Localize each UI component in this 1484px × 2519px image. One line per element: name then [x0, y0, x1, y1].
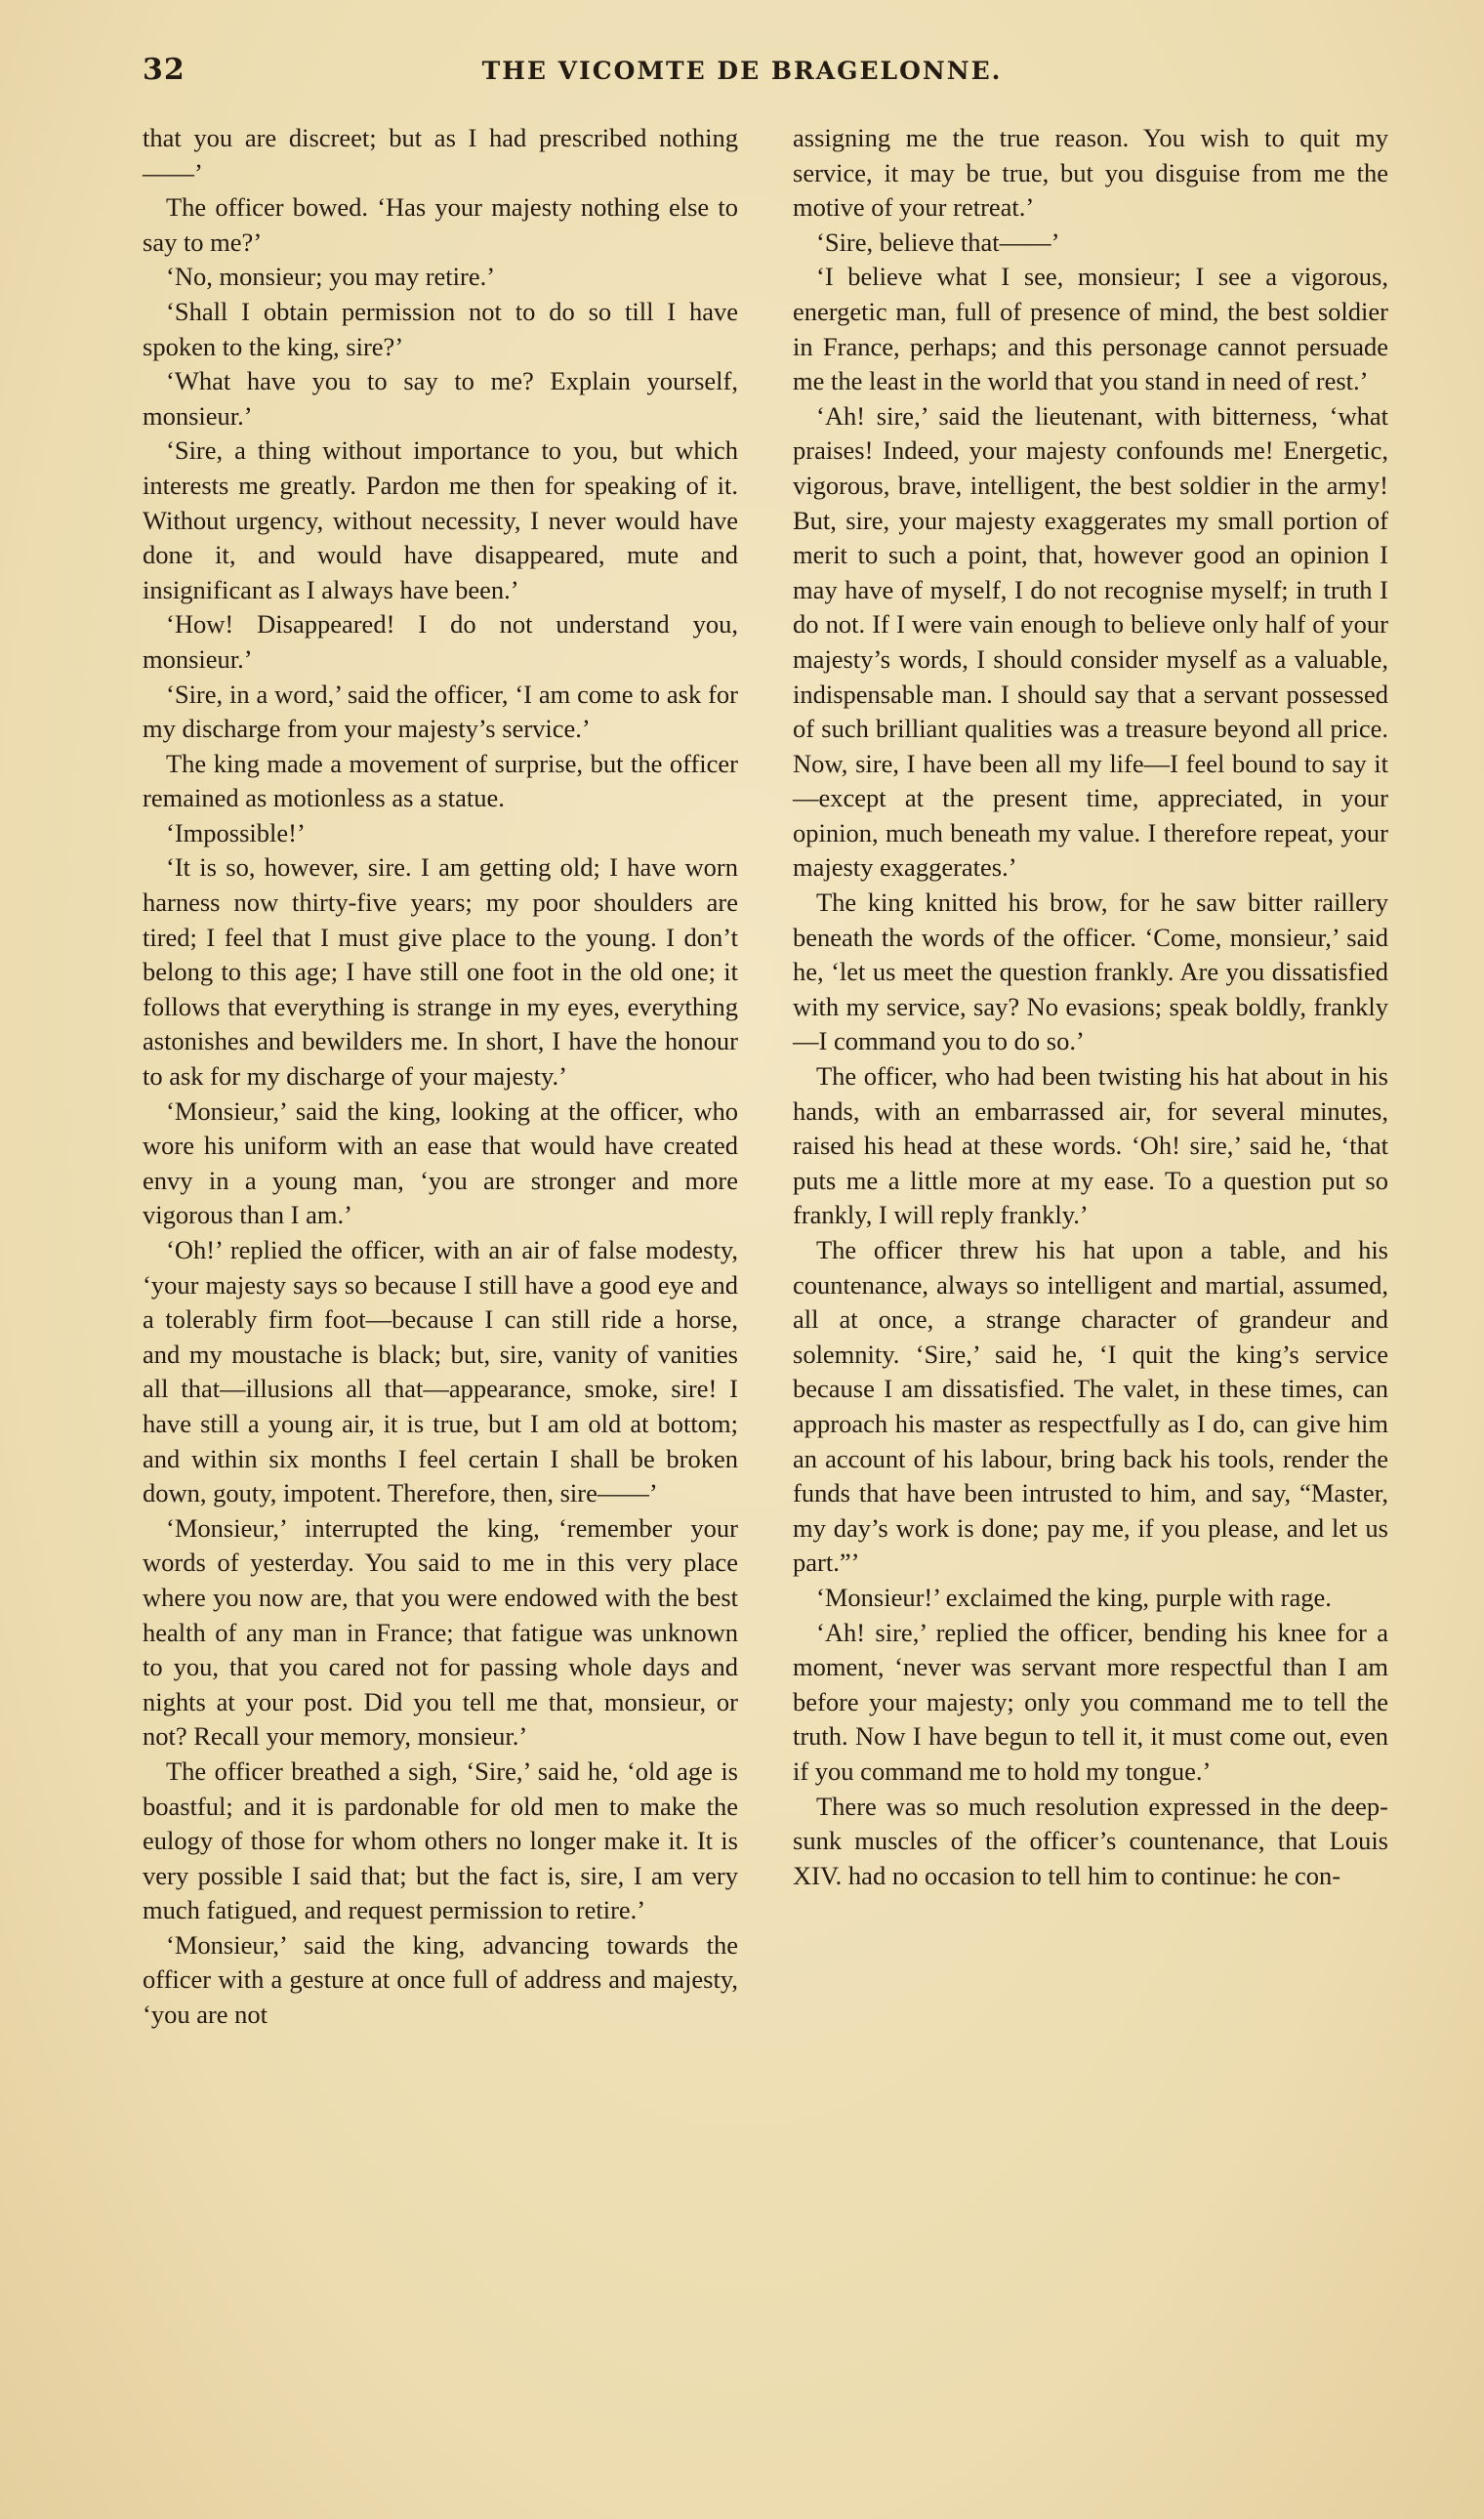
- paragraph: ‘No, monsieur; you may retire.’: [166, 262, 496, 292]
- paragraph: There was so much resolution expressed in the deep-sunk muscles of the officer’s countenance, that Louis XIV. had no occasion to tell him to continue: he con-: [793, 1791, 1388, 1890]
- paragraph: The king knitted his brow, for he saw bitter raillery beneath the words of the officer. ‘Come, monsieur,’ said he, ‘let us meet the question frankly. Are you dissatisfied with my service, say? No evasions; speak boldly, frankly—I command you to do so.’: [793, 888, 1388, 1056]
- paragraph: ‘Monsieur,’ said the king, advancing towards the officer with a gesture at once full of address and majesty, ‘you are not: [143, 1929, 738, 2030]
- paragraph: assigning me the true reason. You wish to quit my service, it may be true, but you disguise from me the motive of your retreat.’: [793, 123, 1388, 223]
- paragraph: The officer breathed a sigh, ‘Sire,’ said he, ‘old age is boastful; and it is pardonable for old men to make the eulogy of those for whom others no longer make it. It is very possible I said that; but the fact is, sire, I am very much fatigued, and request permission to retire.’: [143, 1755, 738, 1925]
- paragraph: ‘Monsieur,’ interrupted the king, ‘remember your words of yesterday. You said to me in this very place where you now are, that you were endowed with the best health of any man in France; that fatigue was unknown to you, that you cared not for passing whole days and nights at your post. Did you tell me that, monsieur, or not? Recall your memory, monsieur.’: [143, 1512, 738, 1752]
- paragraph: ‘Shall I obtain permission not to do so till I have spoken to the king, sire?’: [143, 296, 738, 361]
- paragraph: ‘Monsieur!’ exclaimed the king, purple with rage.: [816, 1582, 1332, 1612]
- paragraph: ‘It is so, however, sire. I am getting old; I have worn harness now thirty-five years; my poor shoulders are tired; I feel that I must give place to the young. I don’t belong to this age; I have still one foot in the old one; it follows that everything is strange in my eyes, everything astonishes and bewilders me. In short, I have the honour to ask for my discharge of your majesty.’: [143, 852, 738, 1092]
- paragraph: The king made a movement of surprise, but the officer remained as motionless as a statue.: [143, 748, 738, 813]
- right-column: [793, 121, 1388, 1893]
- page-header: [117, 51, 1367, 90]
- running-title: THE VICOMTE DE BRAGELONNE.: [481, 57, 1003, 85]
- paragraph: ‘How! Disappeared! I do not understand you, monsieur.’: [143, 609, 738, 674]
- paragraph: that you are discreet; but as I had prescribed nothing——’: [143, 123, 738, 187]
- paragraph: ‘Sire, believe that——’: [816, 227, 1060, 257]
- paragraph: ‘Monsieur,’ said the king, looking at the officer, who wore his uniform with an ease that would have created envy in a young man, ‘you are stronger and more vigorous than I am.’: [143, 1095, 738, 1230]
- paragraph: The officer bowed. ‘Has your majesty nothing else to say to me?’: [143, 192, 738, 257]
- paragraph: ‘Ah! sire,’ said the lieutenant, with bitterness, ‘what praises! Indeed, your majesty confounds me! Energetic, vigorous, brave, intelligent, the best soldier in the army! But, sire, your majesty exaggerates my small portion of merit to such a point, that, however good an opinion I may have of myself, I do not recognise myself; in truth I do not. If I were vain enough to believe only half of your majesty’s words, I should consider myself as a valuable, indispensable man. I should say that a servant possessed of such brilliant qualities was a treasure beyond all price. Now, sire, I have been all my life—I feel bound to say it—except at the present time, appreciated, in your opinion, much beneath my value. I therefore repeat, your majesty exaggerates.’: [793, 400, 1388, 883]
- paragraph: ‘Impossible!’: [166, 817, 306, 847]
- paragraph: The officer threw his hat upon a table, and his countenance, always so intelligent and martial, assumed, all at once, a strange character of grandeur and solemnity. ‘Sire,’ said he, ‘I quit the king’s service because I am dissatisfied. The valet, in these times, can approach his master as respectfully as I do, can give him an account of his labour, bring back his tools, render the funds that have been intrusted to him, and say, “Master, my day’s work is done; pay me, if you please, and let us part.”’: [793, 1235, 1388, 1578]
- left-column: [143, 121, 738, 2033]
- page-number: 32: [143, 53, 186, 87]
- paragraph: ‘Sire, a thing without importance to you, but which interests me greatly. Pardon me then for speaking of it. Without urgency, without necessity, I never would have done it, and would have disappeared, mute and insignificant as I always have been.’: [143, 435, 738, 604]
- paragraph: The officer, who had been twisting his hat about in his hands, with an embarrassed air, for several minutes, raised his head at these words. ‘Oh! sire,’ said he, ‘that puts me a little more at my ease. To a question put so frankly, I will reply frankly.’: [793, 1061, 1388, 1230]
- paragraph: ‘Oh!’ replied the officer, with an air of false modesty, ‘your majesty says so because I still have a good eye and a tolerably firm foot—because I can still ride a horse, and my moustache is black; but, sire, vanity of vanities all that—illusions all that—appearance, smoke, sire! I have still a young air, it is true, but I am old at bottom; and within six months I feel certain I shall be broken down, gouty, impotent. Therefore, then, sire——’: [143, 1235, 738, 1508]
- paragraph: ‘I believe what I see, monsieur; I see a vigorous, energetic man, full of presence of mind, the best soldier in France, perhaps; and this personage cannot persuade me the least in the world that you stand in need of rest.’: [793, 262, 1388, 396]
- paragraph: ‘What have you to say to me? Explain yourself, monsieur.’: [143, 366, 738, 431]
- paragraph: ‘Ah! sire,’ replied the officer, bending his knee for a moment, ‘never was servant more respectful than I am before your majesty; only you command me to tell the truth. Now I have begun to tell it, it must come out, even if you command me to hold my tongue.’: [793, 1617, 1388, 1786]
- paragraph: ‘Sire, in a word,’ said the officer, ‘I am come to ask for my discharge from your majesty’s service.’: [143, 679, 738, 744]
